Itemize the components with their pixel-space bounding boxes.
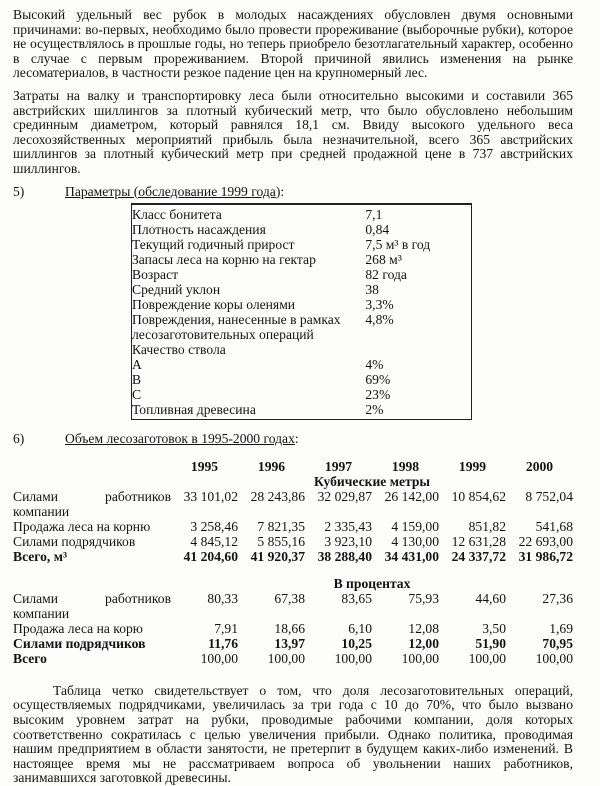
section-6-number: 6) — [13, 431, 25, 447]
parameter-value: 7,1 — [365, 207, 383, 223]
section-5-title: Параметры (обследование 1999 года — [65, 183, 276, 199]
harvest-value-cell: 41 920,37 — [250, 548, 305, 564]
harvest-row — [13, 621, 573, 636]
harvest-value-cell: 3 258,46 — [190, 518, 238, 534]
harvest-value-cell: 12,00 — [408, 635, 439, 651]
harvest-row — [13, 474, 573, 489]
year-header: 1998 — [391, 458, 420, 474]
harvest-row — [13, 576, 573, 591]
harvest-row — [13, 549, 573, 564]
year-header: 1996 — [257, 458, 286, 474]
parameter-label: Текущий годичный прирост — [132, 237, 295, 253]
harvest-value-cell: 10,25 — [341, 635, 372, 651]
parameter-row — [132, 357, 472, 372]
harvest-row-label: Силами подрядчиков — [13, 635, 146, 651]
parameter-value: 4% — [365, 357, 384, 373]
harvest-value-cell: 100,00 — [468, 650, 506, 666]
harvest-value-cell: 5 855,16 — [257, 533, 305, 549]
year-header: 1995 — [190, 458, 219, 474]
harvest-unit-subheader: В процентах — [333, 575, 411, 591]
parameter-row — [132, 297, 472, 312]
harvest-value-cell: 34 431,00 — [384, 548, 439, 564]
harvest-row — [13, 459, 573, 474]
parameter-value: 4,8% — [365, 312, 394, 328]
parameter-row — [132, 222, 472, 237]
harvest-row-label — [13, 489, 171, 504]
harvest-value-cell: 100,00 — [334, 650, 372, 666]
harvest-value-cell: 8 752,04 — [525, 488, 573, 504]
parameter-label: лесозаготовительных операций — [132, 327, 314, 343]
harvest-subheader-spacer — [13, 576, 171, 591]
parameter-row — [132, 372, 472, 387]
harvest-value-cell: 7 821,35 — [257, 518, 305, 534]
parameter-row — [132, 237, 472, 252]
parameter-value: 38 — [365, 282, 379, 298]
harvest-value-cell: 541,68 — [535, 518, 573, 534]
harvest-value-cell: 75,93 — [408, 590, 439, 606]
harvest-value-cell: 41 204,60 — [183, 548, 238, 564]
parameter-value: 69% — [365, 372, 391, 388]
section-spacer — [13, 564, 573, 576]
parameter-value — [365, 342, 471, 357]
harvest-row — [13, 489, 573, 504]
section-6-title-wrap — [65, 432, 299, 447]
paragraph-conclusion: Таблица четко свидетельствует о том, что доля лесозаготовительных операций, осуществляемых подрядчиками, увеличилась за три года с 10 до 70%, что было вызвано высоким уровнем затрат на рубки, проводимые рабочими компании, доля которых соответственно сократилась с целью увеличения прибыли. Однако политика, проводимая нашим предприятием в области занятости, не претерпит в будущем каких-либо изменений. В настоящее время мы не рассматриваем вопроса об увольнении наших работников, занимавшихся заготовкой древесины. — [13, 682, 573, 786]
parameter-value: 82 года — [365, 267, 407, 283]
harvest-value-cell: 28 243,86 — [250, 488, 305, 504]
harvest-value-cell: 100,00 — [200, 650, 238, 666]
harvest-value-cell: 51,90 — [475, 635, 506, 651]
harvest-value-cell: 38 288,40 — [317, 548, 372, 564]
parameter-label: Топливная древесина — [132, 402, 256, 418]
parameter-value: 7,5 м³ в год — [365, 237, 431, 253]
paragraph-costs: Затраты на валку и транспортировку леса были относительно высокими и составили 365 австрийских шиллингов за плотный кубический метр, что было обусловлено небольшим срединным диаметром, который равнялся 18,1 см. Ввиду высокого удельного веса лесохозяйственных мероприятий прибыль была незначительной, всего 365 австрийских шиллингов за плотный кубический метр при средней продажной цене в 737 австрийских шиллингов. — [13, 87, 573, 176]
harvest-value-cell: 26 142,00 — [384, 488, 439, 504]
harvest-corner-cell — [13, 459, 171, 474]
harvest-value-cell: 3 923,10 — [324, 533, 372, 549]
harvest-row-label-word: Силами — [13, 488, 59, 504]
harvest-value-cell: 4 159,00 — [391, 518, 439, 534]
harvest-value-cell: 70,95 — [542, 635, 573, 651]
harvest-value-cell: 27,36 — [542, 590, 573, 606]
harvest-value-cell: 32 029,87 — [317, 488, 372, 504]
harvest-value-cell: 12,08 — [408, 620, 439, 636]
section-5-number: 5) — [13, 183, 25, 199]
section-5-heading — [13, 185, 573, 200]
parameter-row — [132, 252, 472, 267]
section-6-title-suffix: : — [294, 431, 299, 447]
harvest-row-label-continued: компании — [13, 503, 70, 519]
parameter-row — [132, 342, 472, 357]
parameter-label: Повреждения, нанесенные в рамках — [132, 312, 341, 328]
harvest-volume-table — [13, 459, 573, 666]
parameter-label: A — [132, 357, 142, 373]
parameter-row — [132, 204, 472, 222]
harvest-row — [13, 519, 573, 534]
harvest-unit-subheader: Кубические метры — [313, 473, 431, 489]
harvest-row-label-word: работников — [105, 488, 171, 504]
harvest-value-cell: 22 693,00 — [518, 533, 573, 549]
parameter-row — [132, 267, 472, 282]
harvest-value-cell: 11,76 — [208, 635, 238, 651]
harvest-value-cell: 80,33 — [207, 590, 238, 606]
harvest-value-cell: 100,00 — [267, 650, 305, 666]
harvest-value-cell: 7,91 — [214, 620, 238, 636]
parameter-label: Качество ствола — [132, 342, 226, 358]
parameter-value: 2% — [365, 402, 384, 418]
harvest-value-cell: 10 854,62 — [451, 488, 506, 504]
year-header: 1999 — [458, 458, 487, 474]
harvest-value-cell: 44,60 — [475, 590, 506, 606]
harvest-value-cell: 31 986,72 — [518, 548, 573, 564]
parameter-label: Запасы леса на корню на гектар — [132, 252, 316, 268]
parameter-label: Повреждение коры оленями — [132, 297, 296, 313]
harvest-value-cell: 12 631,28 — [451, 533, 506, 549]
harvest-value-cell: 3,50 — [482, 620, 506, 636]
year-header: 2000 — [525, 458, 554, 474]
parameter-row — [132, 387, 472, 402]
harvest-row-label: Продажа леса на корю — [13, 620, 143, 636]
harvest-value-cell: 1,69 — [549, 620, 573, 636]
harvest-value-cell: 33 101,02 — [183, 488, 238, 504]
harvest-value-cell: 6,10 — [348, 620, 372, 636]
harvest-row-label-word: Силами — [13, 590, 59, 606]
parameter-row — [132, 312, 472, 327]
harvest-row — [13, 591, 573, 606]
parameter-value: 268 м³ — [365, 252, 402, 268]
parameter-row — [132, 282, 472, 297]
parameter-label: C — [132, 387, 142, 403]
year-header: 1997 — [324, 458, 353, 474]
parameter-value: 0,84 — [365, 222, 390, 238]
harvest-row-label: Продажа леса на корню — [13, 518, 151, 534]
parameter-value: 23% — [365, 387, 391, 403]
harvest-row-label: Всего, м³ — [13, 548, 68, 564]
parameters-table — [131, 203, 472, 420]
harvest-value-cell: 100,00 — [535, 650, 573, 666]
harvest-value-cell: 67,38 — [274, 590, 305, 606]
section-5-title-suffix: ): — [275, 183, 285, 199]
parameter-label: Класс бонитета — [132, 207, 222, 223]
parameter-value: 3,3% — [365, 297, 394, 313]
harvest-row-label: Силами подрядчиков — [13, 533, 136, 549]
parameter-value — [365, 327, 471, 342]
harvest-value-cell: 83,65 — [341, 590, 372, 606]
harvest-row-label-continued: компании — [13, 605, 70, 621]
harvest-row-label-word: работников — [105, 590, 171, 606]
parameter-row — [132, 402, 472, 420]
harvest-value-cell: 851,82 — [468, 518, 506, 534]
harvest-row — [13, 651, 573, 666]
harvest-value-cell: 2 335,43 — [324, 518, 372, 534]
parameter-label: Средний уклон — [132, 282, 221, 298]
harvest-row — [13, 606, 573, 621]
harvest-row — [13, 504, 573, 519]
parameter-label: B — [132, 372, 142, 388]
harvest-value-cell: 4 130,00 — [391, 533, 439, 549]
harvest-value-cell: 18,66 — [274, 620, 305, 636]
harvest-value-cell: 4 845,12 — [190, 533, 238, 549]
section-6-title: Объем лесозаготовок в 1995-2000 годах — [65, 431, 295, 447]
harvest-row — [13, 534, 573, 549]
harvest-value-cell: 100,00 — [401, 650, 439, 666]
parameter-row — [132, 327, 472, 342]
harvest-row-label — [13, 591, 171, 606]
harvest-value-cell: 24 337,72 — [451, 548, 506, 564]
harvest-subheader-spacer — [13, 474, 171, 489]
paragraph-harvest-reasons: Высокий удельный вес рубок в молодых насаждениях обусловлен двумя основными причинами: во-первых, необходимо было провести прореживание (выборочные рубки), которое не осуществлялось в прошлые годы, но теперь приобрело безотлагательный характер, особенно в случае с первым прореживанием. Второй причиной явились изменения на рынке лесоматериалов, в частности резкое падение цен на крупномерный лес. — [13, 7, 573, 81]
section-6-heading — [13, 432, 573, 447]
section-5-title-wrap — [65, 185, 284, 200]
harvest-row — [13, 636, 573, 651]
parameter-label: Плотность насаждения — [132, 222, 266, 238]
harvest-value-cell: 13,97 — [274, 635, 305, 651]
parameter-label: Возраст — [132, 267, 179, 283]
harvest-row-label: Всего — [13, 650, 47, 666]
